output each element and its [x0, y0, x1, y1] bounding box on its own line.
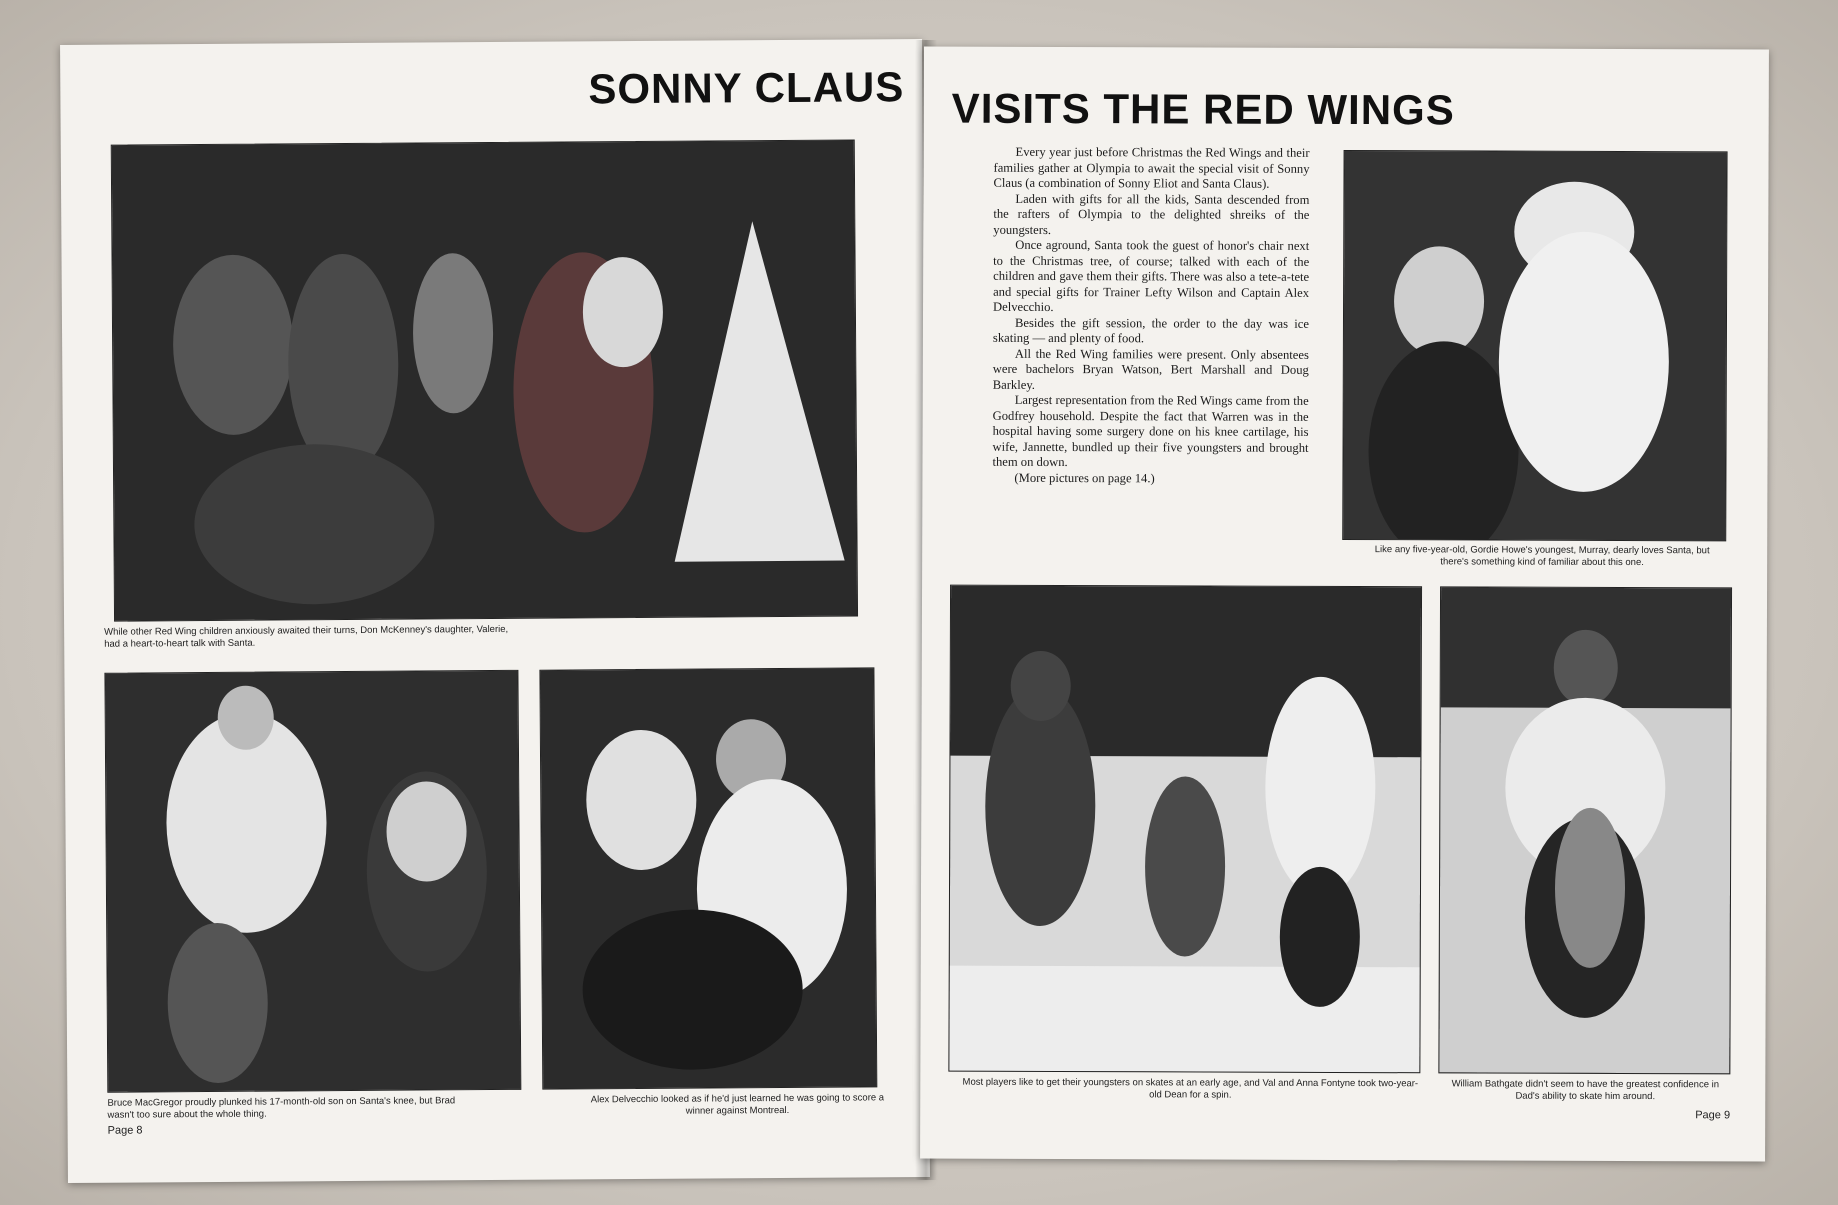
article-paragraph: Laden with gifts for all the kids, Santa descended from the rafters of Olympia to the delighted shreiks of the youngsters. — [993, 191, 1310, 237]
photo-fontyne-skating — [948, 585, 1422, 1074]
headline-right: VISITS THE RED WINGS — [951, 84, 1455, 134]
left-page — [60, 39, 930, 1183]
caption-delvecchio: Alex Delvecchio looked as if he'd just learned he was going to score a winner against Montreal. — [590, 1092, 885, 1117]
photo-howe-santa — [1342, 150, 1727, 541]
right-page — [920, 47, 1769, 1162]
caption-howe: Like any five-year-old, Gordie Howe's youngest, Murray, dearly loves Santa, but there's something kind of familiar about this one. — [1374, 544, 1710, 569]
article-paragraph: (More pictures on page 14.) — [1014, 470, 1155, 485]
page-number-left: Page 8 — [107, 1124, 143, 1137]
caption-fontyne: Most players like to get their youngsters on skates at an early age, and Val and Anna Fontyne took two-year-old Dean for a spin. — [962, 1076, 1419, 1101]
article-paragraph: Once aground, Santa took the guest of honor's chair next to the Christmas tree, of course; talked with each of the children and gave them their gifts. There was also a tete-a-tete and special gifts for Trainer Lefty Wilson and Captain Alex Delvecchio. — [993, 237, 1310, 314]
article-body — [992, 145, 1309, 487]
caption-bathgate: William Bathgate didn't seem to have the greatest confidence in Dad's ability to skate him around. — [1451, 1078, 1720, 1103]
article-paragraph: Besides the gift session, the order to the day was ice skating — and plenty of food. — [992, 315, 1310, 346]
headline-left: SONNY CLAUS — [588, 63, 905, 113]
photo-bathgate-skating — [1438, 586, 1732, 1074]
caption-macgregor: Bruce MacGregor proudly plunked his 17-month-old son on Santa's knee, but Brad wasn't too sure about the whole thing. — [107, 1095, 456, 1121]
caption-main-photo: While other Red Wing children anxiously awaited their turns, Don McKenney's daughter, Valerie, had a heart-to-heart talk with Santa. — [104, 623, 509, 650]
main-photo-santa-children — [111, 139, 858, 621]
article-paragraph: Every year just before Christmas the Red Wings and their families gather at Olympia to await the special visit of Sonny Claus (a combination of Sonny Eliot and Santa Claus). — [993, 144, 1310, 191]
article-paragraph: Largest representation from the Red Wings came from the Godfrey household. Despite the fact that Warren was in the hospital having some surgery done on his knee cartilage, his wife, Jannette, bundled up their five youngsters and brought them on down. — [992, 392, 1309, 470]
page-number-right: Page 9 — [1695, 1109, 1731, 1122]
photo-macgregor-santa — [104, 670, 521, 1093]
photo-delvecchio-santa — [539, 667, 877, 1089]
article-paragraph: All the Red Wing families were present. Only absentees were bachelors Bryan Watson, Bert Marshall and Doug Barkley. — [992, 346, 1309, 392]
